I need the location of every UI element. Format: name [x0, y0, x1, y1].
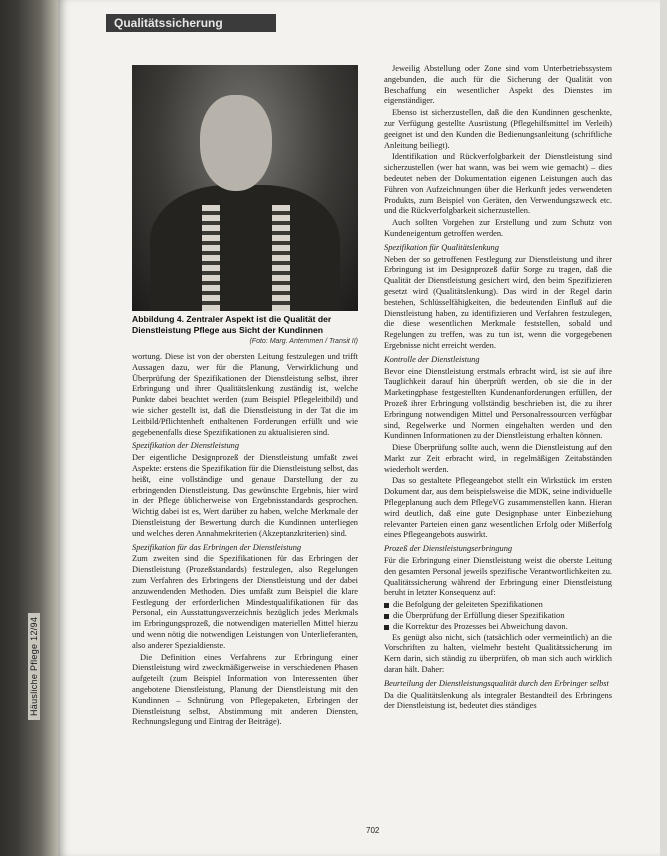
- photo-vest-stripe: [272, 205, 290, 311]
- photo-figure-body: [150, 185, 340, 311]
- list-item: die Korrektur des Prozesses bei Abweichung davon.: [384, 622, 612, 633]
- subheading: Prozeß der Dienstleistungserbringung: [384, 544, 513, 554]
- photo-figure-head: [200, 95, 272, 191]
- book-spine: [0, 0, 58, 856]
- paragraph: Da die Qualitätslenkung als integraler Bestandteil des Erbringens der Dienstleistung ist, bedeutet dies ständiges: [384, 690, 612, 711]
- paragraph: wortung. Diese ist von der obersten Leitung festzulegen und trifft Aussagen dazu, wer für die Planung, Verwirklichung und Überprüfung der Spezifikationen der Dienstleistung selbst, ihrer Erbringung und ihrer Qualitätslenkung zuständig ist, welche Punkte dabei beachtet werden (zum Beispiel Pflegeleitbild) und wie sicher gestellt ist, daß die Dienstleistung in der Tat die im Leitbild/Pflichtenheft enthaltenen Forderungen erfüllt und wie gegebenenfalls diese Spezifikationen zu aktualisieren sind.: [132, 352, 358, 437]
- paragraph: Neben der so getroffenen Festlegung zur Dienstleistung und ihrer Erbringung ist im Designprozeß dafür Sorge zu tragen, daß die Qualität der Dienstleistung gesichert wird, den beim Spezifizieren gesetzt wird (Qualitätslenkung). Das wird in der Regel darin bestehen, Schlüsselfähigkeiten, die bedeutenden Einfluß auf die Dienstleistung haben, zu identifizieren und Verfahren festzulegen, die diese wesentlichen Merkmale feststellen, sobald und Regelungen zu treffen, was zu tun ist, wenn die vorgegebenen Ergebnisse nicht erreicht werden.: [384, 254, 612, 350]
- paragraph: Auch sollten Vorgehen zur Erstellung und zum Schutz von Kundeneigentum getroffen werden.: [384, 218, 612, 238]
- paragraph: Zum zweiten sind die Spezifikationen für das Erbringen der Dienstleistung (Prozeßstandards) festzulegen, also Regelungen zum Verfahren des Erbringens der Dienstleistung und der dabei anzuwendenden Methoden. Dies umfaßt zum Beispiel die klare Festlegung der erforderlichen Mindestqualifikationen für das Personal, ein Ausstattungsverzeichnis bezüglich jedes Merkmals im Erbringungsprozeß, die notwendigen materiellen Mittel hierzu und wenn nötig die notwendigen Leistungen von Unterlieferanten, also anderer Spezialdienste.: [132, 554, 358, 650]
- page-number: 702: [366, 826, 380, 835]
- subheading: Spezifikation für Qualitätslenkung: [384, 242, 499, 252]
- photo-vest-stripe: [202, 205, 220, 311]
- paragraph: Für die Erbringung einer Dienstleistung weist die oberste Leitung den gesamten Personal jeweils spezifische Verantwortlichkeiten zu. Qualitätssicherung während der Erbringung einer Dienstleistung beruht in letzter Konsequenz auf:: [384, 556, 612, 598]
- subheading: Beurteilung der Dienstleistungsqualität durch den Erbringer selbst: [384, 678, 609, 688]
- paragraph: Es genügt also nicht, sich (tatsächlich oder vermeintlich) an die Vorschriften zu halten, vielmehr besteht Qualitätssicherung im Kern darin, sich ständig zu überprüfen, ob man sich auch wirklich daran hält. Daher:: [384, 632, 612, 675]
- section-title: Qualitätssicherung: [114, 16, 223, 30]
- subheading: Spezifikation der Dienstleistung: [132, 441, 240, 451]
- left-column: [132, 352, 358, 729]
- paragraph: Diese Überprüfung sollte auch, wenn die Dienstleistung auf den Markt zur Zeit erbracht wird, in regelmäßigen Zeitabständen wiederholt werden.: [384, 443, 612, 474]
- document-page: [58, 0, 660, 856]
- paragraph: Identifikation und Rückverfolgbarkeit der Dienstleistung sind sicherzustellen (wer hat wann, was bei wem wie gemacht) – dies bedeutet neben der Dokumentation eigenen Leistungen auch das Führen von Aufzeichnungen über die Herkunft jedes verwendeten Produkts, zum Beispiel von Geräten, den Verwendungszweck etc. und die Rückverfolgbarkeit sicherzustellen.: [384, 152, 612, 216]
- subheading: Kontrolle der Dienstleistung: [384, 354, 480, 364]
- photo-credit: (Foto: Marg. Antemmen / Transit II): [249, 338, 358, 345]
- journal-spine-label: Häusliche Pflege 12/94: [28, 613, 40, 720]
- photo-elderly-woman: [132, 65, 358, 311]
- paragraph: Bevor eine Dienstleistung erstmals erbracht wird, ist sie auf ihre Tauglichkeit darauf hin überprüft werden, ob sie die in der Marketingphase festgestellten Kundenanforderungen erfüllen, der Prozeß ihrer Erbringung vollständig beschrieben ist, die zu ihrer Erbringung notwendigen Mittel und Personalressourcen verfügbar sind, Regelwerke und Normen eingehalten werden und den Kundinnen Informationen zu der Dienstleistung erhalten können.: [384, 366, 612, 441]
- right-column: [384, 64, 612, 713]
- bullet-list: [384, 600, 612, 632]
- figure-caption: Abbildung 4. Zentraler Aspekt ist die Qualität der Dienstleistung Pflege aus Sicht der Kundinnen: [132, 314, 332, 335]
- subheading: Spezifikation für das Erbringen der Dienstleistung: [132, 542, 302, 552]
- paragraph: Jeweilig Abstellung oder Zone sind vom Unterbetriebssystem angebunden, die auch für die Sicherung der Qualität von Beschaffung ein wesentlicher Aspekt des Dienstes im eigenständiger.: [384, 64, 612, 106]
- paragraph: Das so gestaltete Pflegeangebot stellt ein Wirkstück im ersten Dokument dar, aus dem beispielsweise die MDK, seine individuelle Pflegeplanung auch dem PflegeVG zusammenstellen kann. Hieran wird deutlich, daß eine gute Designphase unter Einbeziehung relevanter Parteien einen ganz wesentlichen Erfolg oder Mißerfolg eines Pflegeangebots auswirkt.: [384, 476, 612, 540]
- list-item: die Überprüfung der Erfüllung dieser Spezifikation: [384, 611, 612, 622]
- list-item: die Befolgung der geleiteten Spezifikationen: [384, 600, 612, 611]
- paragraph: Ebenso ist sicherzustellen, daß die den Kundinnen geschenkte, zur Verfügung gestellte Ausrüstung (Pflegehilfsmittel im Verleih) geeignet ist und den Kunden die Bedienungsanleitung (schriftliche Anleitung beiliegt).: [384, 108, 612, 150]
- paragraph: Die Definition eines Verfahrens zur Erbringung einer Dienstleistung wird zweckmäßigerweise in verschiedenen Phasen aufgeteilt (zum Beispiel Information von Interessenten über angebotene Dienstleistung, Planung der Dienstleistung mit den Kundinnen – Schnürung von Pflegepaketen, Erbringen der Dienstleistung selbst, Abstimmung mit anderen Diensten, Rechnungslegung und Eintrag der Beiträge).: [132, 652, 358, 727]
- paragraph: Der eigentliche Designprozeß der Dienstleistung umfaßt zwei Aspekte: erstens die Spezifikation für die Dienstleistung selbst, das heißt, eine vollständige und genaue Darstellung der zu erbringenden Dienstleistung. Das gewünschte Ergebnis, hier wird in der Pflege üblicherweise von Ergebnisstandards gesprochen. Wichtig dabei ist es, Wert darüber zu haben, welche Merkmale der Dienstleistung der Bewertung durch die Kundinnen unterliegen und welches deren Annahmekriterien (Akzeptanzkriterien) sind.: [132, 453, 358, 538]
